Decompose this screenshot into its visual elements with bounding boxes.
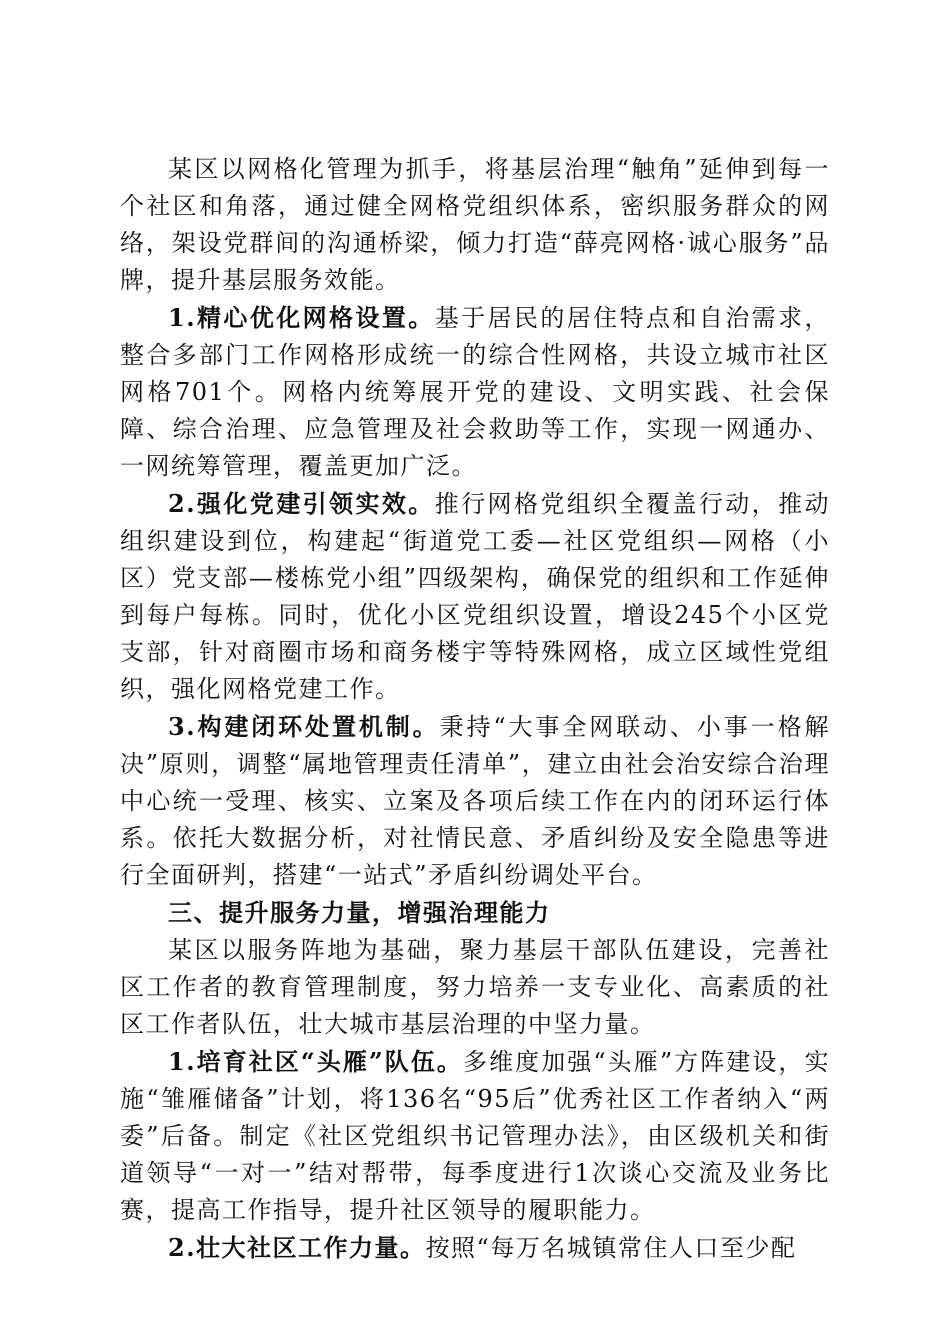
paragraph-text: 基于居民的居住特点和自治需求，整合多部门工作网格形成统一的综合性网格，共设立城市社区网格701个。网格内统筹展开党的建设、文明实践、社会保障、综合治理、应急管理及社会救助等工作，实现一网通办、一网统筹管理，覆盖更加广泛。	[120, 304, 830, 480]
paragraph-text: 某区以网格化管理为抓手，将基层治理“触角”延伸到每一个社区和角落，通过健全网格党组织体系，密织服务群众的网络，架设党群间的沟通桥梁，倾力打造“薛亮网格·诚心服务”品牌，提升基层服务效能。	[120, 155, 830, 294]
paragraph-text: 多维度加强“头雁”方阵建设，实施“雏雁储备”计划，将136名“95后”优秀社区工作者纳入“两委”后备。制定《社区党组织书记管理办法》，由区级机关和街道领导“一对一”结对帮带，每季度进行1次谈心交流及业务比赛，提高工作指导，提升社区领导的履职能力。	[120, 1048, 830, 1224]
paragraph-text: 推行网格党组织全覆盖行动，推动组织建设到位，构建起“街道党工委—社区党组织—网格（小区）党支部—楼栋党小组”四级架构，确保党的组织和工作延伸到每户每栋。同时，优化小区党组织设置，增设245个小区党支部，针对商圈市场和商务楼宇等特殊网格，成立区域性党组织，强化网格党建工作。	[120, 490, 830, 703]
paragraph-intro	[120, 150, 830, 299]
paragraph-workforce	[120, 1229, 830, 1267]
paragraph-head-geese	[120, 1043, 830, 1229]
paragraph-text: 按照“每万名城镇常住人口至少配	[425, 1234, 797, 1262]
paragraph-party-building	[120, 485, 830, 708]
paragraph-text: 秉持“大事全网联动、小事一格解决”原则，调整“属地管理责任清单”，建立由社会治安综合治理中心统一受理、核实、立案及各项后续工作在内的闭环运行体系。依托大数据分析，对社情民意、矛盾纠纷及安全隐患等进行全面研判，搭建“一站式”矛盾纠纷调处平台。	[120, 713, 830, 889]
paragraph-lead: 3.构建闭环处置机制。	[168, 712, 440, 741]
section-heading: 三、提升服务力量，增强治理能力	[168, 898, 551, 927]
paragraph-lead: 2.强化党建引领实效。	[168, 489, 435, 518]
paragraph-closed-loop	[120, 708, 830, 894]
paragraph-service-intro	[120, 931, 830, 1043]
document-page	[120, 150, 830, 1267]
paragraph-lead: 1.精心优化网格设置。	[168, 303, 435, 332]
paragraph-lead: 2.壮大社区工作力量。	[168, 1233, 426, 1262]
paragraph-text: 某区以服务阵地为基础，聚力基层干部队伍建设，完善社区工作者的教育管理制度，努力培养一支专业化、高素质的社区工作者队伍，壮大城市基层治理的中坚力量。	[120, 936, 830, 1038]
paragraph-lead: 1.培育社区“头雁”队伍。	[168, 1047, 463, 1076]
paragraph-grid-setup	[120, 299, 830, 485]
